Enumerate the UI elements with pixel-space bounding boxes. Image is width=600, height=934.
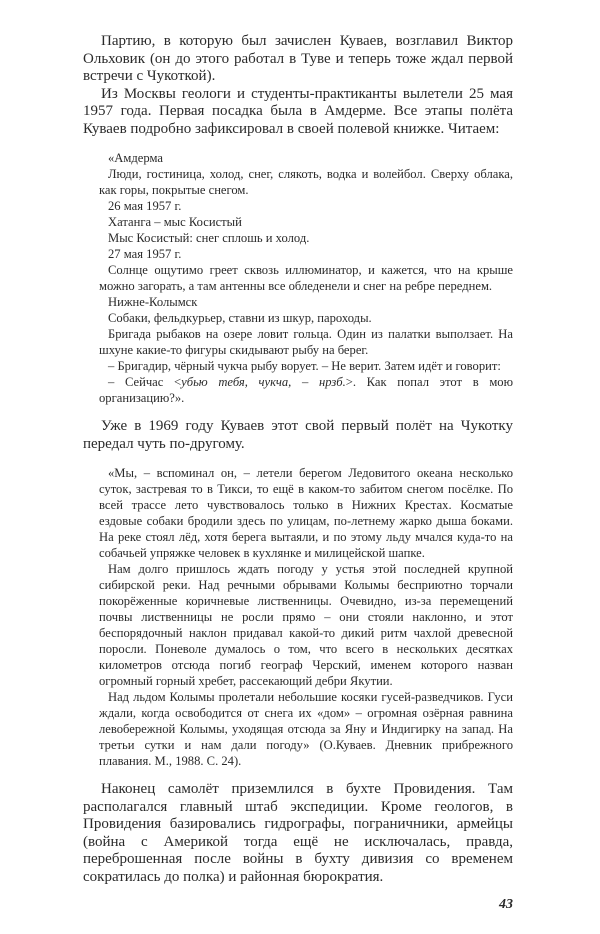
quote-paragraph: Над льдом Колымы пролетали небольшие косяки гусей-разведчиков. Гуси ждали, когда освободится от снега их «дом» – огромная озёрная равнина левобережной Колымы, уходящая отсюда за Яну и Индигирку на запад. На третьи сутки и нам дали погоду» (О.Куваев. Дневник прибрежного плавания. М., 1988. С. 24). — [99, 690, 513, 768]
quote-line — [99, 374, 513, 406]
quote-line: Хатанга – мыс Косистый — [108, 215, 242, 229]
quote-line: 27 мая 1957 г. — [108, 247, 182, 261]
paragraph: Уже в 1969 году Куваев этот свой первый полёт на Чукотку передал чуть по-другому. — [83, 418, 513, 452]
quote-line: «Амдерма — [108, 151, 163, 165]
quote-line: – Бригадир, чёрный чукча рыбу ворует. – Не верит. Затем идёт и говорит: — [108, 359, 501, 373]
transition — [83, 418, 513, 453]
quote-paragraph: «Мы, – вспоминал он, – летели берегом Ледовитого океана несколько суток, застревая то в Тикси, то ещё в каком-то забитом снегом посёлке. По всей трассе лето чувствовалось только в Нижних Крестах. Косматые ездовые собаки бродили здесь по улицам, по-летнему жарко дыша боками. На реке стоял лёд, хотя берега вытаяли, и по этому льду мчался куда-то на собачьей упряжке человек в кухлянке и милицейской шапке. — [99, 466, 513, 560]
quote-paragraph: Нам долго пришлось ждать погоду у устья этой последней крупной сибирской реки. Над речными обрывами Колымы бесприютно торчали покорёженные коричневые лиственницы. Очевидно, из-за перемещений почвы лиственницы не росли прямо – они стояли наклонно, и этот беспорядочный наклон придавал какой-то дикий ритм чахлой древесной поросли. Поневоле думалось о том, что всего в нескольких десятках километров отсюда погиб географ Черский, именем которого назван огромный горный хребет, рассекающий дебри Якутии. — [99, 562, 513, 688]
italic-text: убью тебя, чукча, – нрзб. — [181, 375, 346, 389]
quote-line: Бригада рыбаков на озере ловит гольца. Один из палатки выползает. На шхуне какие-то фигуры скидывают рыбу на берег. — [99, 327, 513, 357]
quote-line: Нижне-Колымск — [108, 295, 198, 309]
quote-line: 26 мая 1957 г. — [108, 199, 182, 213]
paragraph: Партию, в которую был зачислен Куваев, возглавил Виктор Ольховик (он до этого работал в Туве и теперь тоже ждал первой встречи с Чукоткой). — [83, 33, 513, 84]
page-number: 43 — [499, 897, 513, 912]
intro — [83, 33, 513, 138]
diary-quote — [99, 150, 513, 406]
paragraph: Из Москвы геологи и студенты-практиканты вылетели 25 мая 1957 года. Первая посадка была в Амдерме. Все этапы полёта Куваев подробно зафиксировал в своей полевой книжке. Читаем: — [83, 85, 513, 137]
paragraph: Наконец самолёт приземлился в бухте Провидения. Там располагался главный штаб экспедиции. Кроме геологов, в Провидения базировались гидрографы, пограничники, армейцы (война с Америкой тогда ещё не исключалась, правда, переброшенная после войны в бухту дивизия со временем сократилась до полка) и районная бюрократия. — [83, 781, 513, 885]
memoir-quote — [99, 465, 513, 769]
quote-line: Солнце ощутимо греет сквозь иллюминатор, и кажется, что на крыше можно загорать, а там антенны все обледенели и снег на ребре переднем. — [99, 263, 513, 293]
text: >. Как попал этот в мою организацию?». — [99, 375, 514, 405]
quote-line: Мыс Косистый: снег сплошь и холод. — [108, 231, 310, 245]
quote-line: Собаки, фельдкурьер, ставни из шкур, пароходы. — [108, 311, 372, 325]
closing — [83, 781, 513, 886]
text: – Сейчас < — [108, 375, 182, 389]
quote-line: Люди, гостиница, холод, снег, слякоть, водка и волейбол. Сверху облака, как горы, покрытые снегом. — [99, 167, 513, 197]
